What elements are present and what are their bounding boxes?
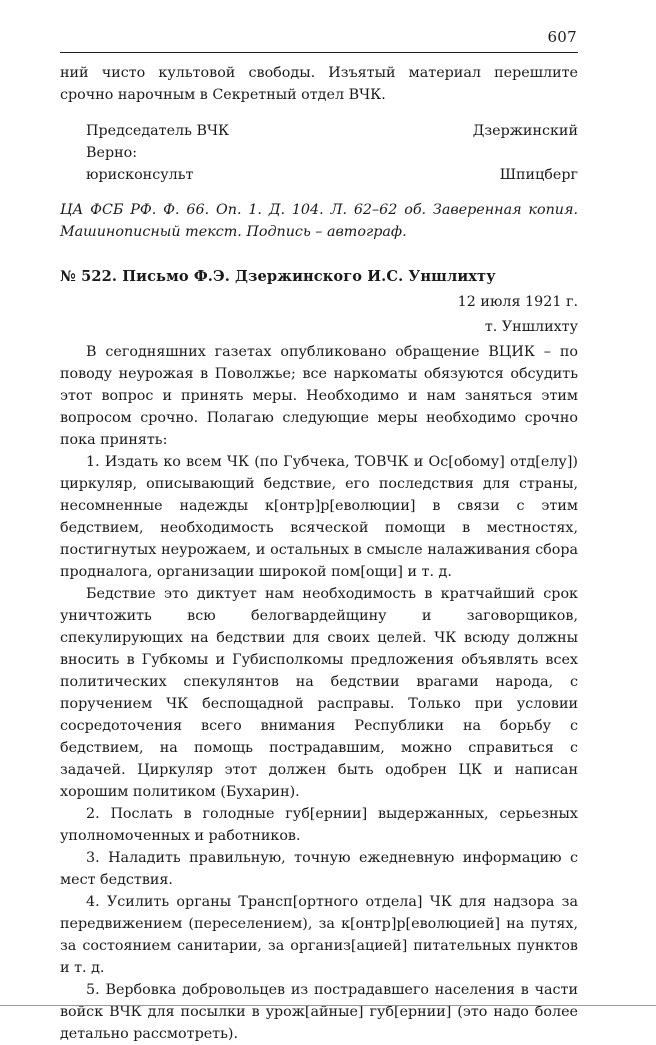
body-paragraph: 3. Наладить правильную, точную ежедневную информацию с мест бедствия. xyxy=(60,850,578,888)
signature-row xyxy=(60,164,578,186)
header-rule xyxy=(60,52,578,53)
archive-source-note: ЦА ФСБ РФ. Ф. 66. Оп. 1. Д. 104. Л. 62–62 об. Заверенная копия. Машинописный текст. Подпись – автограф. xyxy=(60,202,578,240)
body-paragraph: В сегодняшних газетах опубликовано обращение ВЦИК – по поводу неурожая в Поволжье; все наркоматы обязуются обсудить этот вопрос и принять меры. Необходимо и нам заняться этим вопросом срочно. Полагаю следующие меры необходимо срочно пока принять: xyxy=(60,344,578,448)
signature-block xyxy=(60,120,578,186)
signature-row xyxy=(60,120,578,142)
body-paragraph: 5. Вербовка добровольцев из пострадавшего населения в части войск ВЧК для посылки в урож[айные] губ[ернии] (это надо более детально рассмотреть). xyxy=(60,982,578,1042)
signature-row xyxy=(60,142,578,164)
signature-title: Верно: xyxy=(86,145,138,161)
body-paragraph: 1. Издать ко всем ЧК (по Губчека, ТОВЧК и Ос[обому] отд[елу]) циркуляр, описывающий бедствие, его последствия для страны, несомненные надежды к[онтр]р[еволюции] в связи с этим бедствием, необходимость всяческой помощи в местностях, постигнутых неурожаем, и остальных в смысле налаживания сбора продналога, организации широкой пом[ощи] и т. д. xyxy=(60,454,578,580)
body-paragraph: Бедствие это диктует нам необходимость в кратчайший срок уничтожить всю белогвардейщину и заговорщиков, спекулирующих на бедствии для своих целей. ЧК всюду должны вносить в Губкомы и Губисполкомы предложения объявлять всех политических спекулянтов на бедствии врагами народа, с поручением ЧК беспощадной расправы. Только при условии сосредоточения всего внимания Республики на борьбу с бедствием, на помощь пострадавшим, можно справиться с задачей. Циркуляр этот должен быть одобрен ЦК и написан хорошим политиком (Бухарин). xyxy=(60,586,578,800)
document-date: 12 июля 1921 г. xyxy=(457,294,578,310)
signature-title: Председатель ВЧК xyxy=(86,123,230,139)
document-addressee: т. Уншлихту xyxy=(484,319,578,335)
signature-name: Шпицберг xyxy=(499,167,578,183)
page-content xyxy=(60,62,578,1045)
signature-name: Дзержинский xyxy=(472,123,578,139)
body-paragraph: 4. Усилить органы Трансп[ортного отдела] ЧК для надзора за передвижением (переселением), за к[онтр]р[еволюцией] на путях, за состоянием санитарии, за организ[ацией] питательных пунктов и т. д. xyxy=(60,894,578,976)
body-paragraph: 2. Послать в голодные губ[ернии] выдержанных, серьезных уполномоченных и работников. xyxy=(60,806,578,844)
continuation-text: ний чисто культовой свободы. Изъятый материал перешлите срочно нарочным в Секретный отдел ВЧК. xyxy=(60,65,578,103)
signature-title: юрисконсульт xyxy=(86,167,194,183)
document-heading: № 522. Письмо Ф.Э. Дзержинского И.С. Уншлихту xyxy=(60,268,496,285)
page-number: 607 xyxy=(547,28,577,46)
